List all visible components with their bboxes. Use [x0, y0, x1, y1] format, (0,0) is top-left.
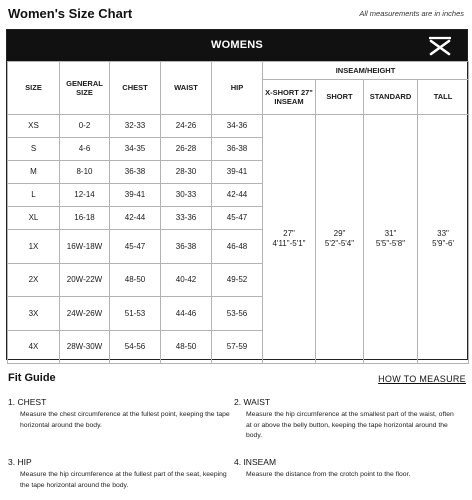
units-note: All measurements are in inches: [359, 9, 464, 18]
general-size-cell: 12-14: [60, 184, 110, 207]
waist-cell: 40-42: [161, 264, 212, 297]
waist-cell: 36-38: [161, 230, 212, 264]
col-size: SIZE: [8, 62, 60, 115]
inseam-x-short-cell: [263, 115, 316, 364]
hip-cell: 39-41: [212, 161, 263, 184]
fit-guide-title: Fit Guide: [8, 372, 56, 384]
brand-logo-icon: [427, 35, 453, 57]
general-size-cell: 0-2: [60, 115, 110, 138]
banner-title: WOMENS: [211, 39, 263, 51]
fit-item-heading: 1. CHEST: [8, 397, 47, 407]
fit-item-chest: [8, 397, 230, 431]
waist-cell: 30-33: [161, 184, 212, 207]
height-range: 4'11"-5'1": [272, 239, 306, 248]
fit-item-heading: 4. INSEAM: [234, 457, 277, 467]
chest-cell: 48-50: [110, 264, 161, 297]
fit-item-waist: [234, 397, 456, 442]
hip-cell: 53-56: [212, 297, 263, 331]
col-hip: HIP: [212, 62, 263, 115]
general-size-cell: 4-6: [60, 138, 110, 161]
col-general-size: GENERAL SIZE: [60, 62, 110, 115]
size-cell: 4X: [8, 331, 60, 364]
fit-item-hip: [8, 457, 230, 491]
chest-cell: 39-41: [110, 184, 161, 207]
hip-cell: 45-47: [212, 207, 263, 230]
general-size-cell: 20W-22W: [60, 264, 110, 297]
col-waist: WAIST: [161, 62, 212, 115]
col-tall: TALL: [418, 80, 469, 115]
inseam-value: 33": [437, 229, 449, 238]
height-range: 5'5"-5'8": [375, 239, 406, 248]
page-title: Women's Size Chart: [8, 6, 133, 21]
hip-cell: 42-44: [212, 184, 263, 207]
waist-cell: 24-26: [161, 115, 212, 138]
hip-cell: 57-59: [212, 331, 263, 364]
hip-cell: 34-36: [212, 115, 263, 138]
height-range: 5'2"-5'4": [324, 239, 355, 248]
waist-cell: 33-36: [161, 207, 212, 230]
chest-cell: 54-56: [110, 331, 161, 364]
general-size-cell: 8-10: [60, 161, 110, 184]
chest-cell: 36-38: [110, 161, 161, 184]
size-cell: 3X: [8, 297, 60, 331]
how-to-measure-link[interactable]: HOW TO MEASURE: [378, 374, 466, 384]
chart-banner: [7, 30, 467, 61]
chest-cell: 42-44: [110, 207, 161, 230]
size-cell: 1X: [8, 230, 60, 264]
size-cell: L: [8, 184, 60, 207]
size-cell: XL: [8, 207, 60, 230]
general-size-cell: 16-18: [60, 207, 110, 230]
fit-item-text: Measure the distance from the crotch point to the floor.: [246, 471, 411, 478]
col-x-short: X-SHORT 27" INSEAM: [263, 80, 316, 115]
inseam-tall-cell: [418, 115, 469, 364]
waist-cell: 44-46: [161, 297, 212, 331]
page-header: [8, 6, 466, 24]
hip-cell: 36-38: [212, 138, 263, 161]
fit-item-text: Measure the hip circumference at the smallest part of the waist, often at or above the belly button, keeping the tape horizontal around the body.: [246, 411, 454, 440]
hip-cell: 46-48: [212, 230, 263, 264]
size-cell: M: [8, 161, 60, 184]
height-range: 5'9"-6': [432, 239, 454, 248]
fit-item-text: Measure the chest circumference at the fullest point, keeping the tape horizontal around the body.: [20, 411, 230, 429]
waist-cell: 26-28: [161, 138, 212, 161]
waist-cell: 28-30: [161, 161, 212, 184]
inseam-short-cell: [316, 115, 364, 364]
fit-item-heading: 2. WAIST: [234, 397, 271, 407]
table-row: [8, 115, 469, 138]
col-inseam-group: INSEAM/HEIGHT: [263, 62, 469, 80]
col-standard: STANDARD: [364, 80, 418, 115]
size-cell: S: [8, 138, 60, 161]
col-short: SHORT: [316, 80, 364, 115]
chest-cell: 32-33: [110, 115, 161, 138]
general-size-cell: 16W-18W: [60, 230, 110, 264]
col-chest: CHEST: [110, 62, 161, 115]
fit-item-inseam: [234, 457, 456, 481]
inseam-value: 31": [384, 229, 397, 238]
chest-cell: 45-47: [110, 230, 161, 264]
size-chart: [6, 29, 468, 360]
fit-item-heading: 3. HIP: [8, 457, 32, 467]
size-cell: XS: [8, 115, 60, 138]
chest-cell: 51-53: [110, 297, 161, 331]
inseam-standard-cell: [364, 115, 418, 364]
general-size-cell: 28W-30W: [60, 331, 110, 364]
inseam-value: 29": [333, 229, 346, 238]
general-size-cell: 24W-26W: [60, 297, 110, 331]
hip-cell: 49-52: [212, 264, 263, 297]
waist-cell: 48-50: [161, 331, 212, 364]
size-cell: 2X: [8, 264, 60, 297]
size-table: [7, 61, 469, 364]
inseam-value: 27": [283, 229, 295, 238]
fit-item-text: Measure the hip circumference at the fullest part of the seat, keeping the tape horizontal around the body.: [20, 471, 227, 489]
chest-cell: 34-35: [110, 138, 161, 161]
